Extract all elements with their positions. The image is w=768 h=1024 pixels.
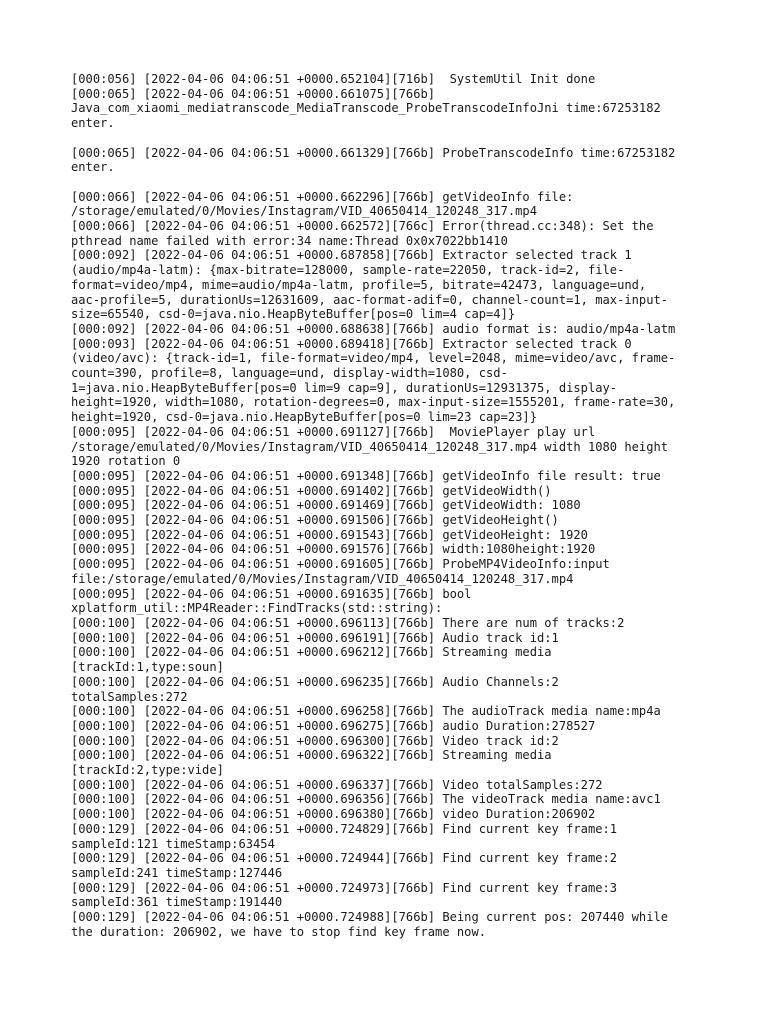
log-line: [000:066] [2022-04-06 04:06:51 +0000.662572][766c] Error(thread.cc:348): Set the: [71, 219, 654, 233]
log-line: xplatform_util::MP4Reader::FindTracks(std::string):: [71, 601, 443, 616]
log-line: [000:100] [2022-04-06 04:06:51 +0000.696235][766b] Audio Channels:2: [71, 674, 559, 689]
log-line: totalSamples:272: [71, 689, 188, 704]
log-line: [000:095] [2022-04-06 04:06:51 +0000.691605][766b] ProbeMP4VideoInfo:input: [71, 557, 610, 572]
log-line: [000:095] [2022-04-06 04:06:51 +0000.691469][766b] getVideoWidth: 1080: [71, 498, 581, 513]
log-line: sampleId:361 timeStamp:191440: [71, 895, 283, 910]
log-line: [000:095] [2022-04-06 04:06:51 +0000.691127][766b] MoviePlayer play url: [71, 424, 596, 439]
log-line: [000:100] [2022-04-06 04:06:51 +0000.696300][766b] Video track id:2: [71, 733, 559, 748]
log-line: height=1920, width=1080, rotation-degrees=0, max-input-size=1555201, frame-rate=30,: [71, 395, 676, 410]
log-text: [71, 72, 711, 939]
log-line: file:/storage/emulated/0/Movies/Instagram/VID_40650414_120248_317.mp4: [71, 571, 574, 586]
log-line: [000:095] [2022-04-06 04:06:51 +0000.691348][766b] getVideoInfo file result: true: [71, 468, 661, 483]
log-line: aac-profile=5, durationUs=12631609, aac-format-adif=0, channel-count=1, max-input-: [71, 292, 669, 307]
log-line: [000:100] [2022-04-06 04:06:51 +0000.696380][766b] video Duration:206902: [71, 807, 596, 822]
log-line: count=390, profile=8, language=und, display-width=1080, csd-: [71, 366, 508, 381]
log-line: [000:056] [2022-04-06 04:06:51 +0000.652104][716b] SystemUtil Init done: [71, 72, 596, 86]
log-line: /storage/emulated/0/Movies/Instagram/VID_40650414_120248_317.mp4 width 1080 height: [71, 439, 669, 454]
log-line: [000:095] [2022-04-06 04:06:51 +0000.691402][766b] getVideoWidth(): [71, 483, 552, 498]
log-line: [000:066] [2022-04-06 04:06:51 +0000.662296][766b] getVideoInfo file:: [71, 189, 574, 204]
log-line: [000:100] [2022-04-06 04:06:51 +0000.696337][766b] Video totalSamples:272: [71, 777, 603, 792]
log-line: [000:129] [2022-04-06 04:06:51 +0000.724829][766b] Find current key frame:1: [71, 821, 618, 836]
log-line: /storage/emulated/0/Movies/Instagram/VID_40650414_120248_317.mp4: [71, 204, 537, 219]
log-line: [000:100] [2022-04-06 04:06:51 +0000.696322][766b] Streaming media: [71, 748, 552, 763]
log-line: [000:100] [2022-04-06 04:06:51 +0000.696191][766b] Audio track id:1: [71, 630, 559, 645]
log-line: size=65540, csd-0=java.nio.HeapByteBuffer[pos=0 lim=4 cap=4]}: [71, 307, 516, 322]
log-line: [000:092] [2022-04-06 04:06:51 +0000.687858][766b] Extractor selected track 1: [71, 248, 632, 263]
log-line: [000:129] [2022-04-06 04:06:51 +0000.724973][766b] Find current key frame:3: [71, 880, 618, 895]
log-line: format=video/mp4, mime=audio/mp4a-latm, profile=5, bitrate=42473, language=und,: [71, 277, 647, 292]
log-block: [71, 190, 711, 940]
log-line: enter.: [71, 160, 115, 175]
log-line: [000:095] [2022-04-06 04:06:51 +0000.691576][766b] width:1080height:1920: [71, 542, 596, 557]
log-line: [000:129] [2022-04-06 04:06:51 +0000.724944][766b] Find current key frame:2: [71, 851, 618, 866]
log-line: [000:100] [2022-04-06 04:06:51 +0000.696275][766b] audio Duration:278527: [71, 718, 596, 733]
log-line: enter.: [71, 116, 115, 131]
log-line: sampleId:241 timeStamp:127446: [71, 865, 283, 880]
log-line: [000:100] [2022-04-06 04:06:51 +0000.696212][766b] Streaming media: [71, 645, 552, 660]
log-line: [000:100] [2022-04-06 04:06:51 +0000.696356][766b] The videoTrack media name:avc1: [71, 792, 661, 807]
log-line: (audio/mp4a-latm): {max-bitrate=128000, sample-rate=22050, track-id=2, file-: [71, 263, 625, 278]
log-document: [71, 72, 711, 954]
log-line: [000:065] [2022-04-06 04:06:51 +0000.661329][766b] ProbeTranscodeInfo time:67253182: [71, 145, 676, 160]
log-line: sampleId:121 timeStamp:63454: [71, 836, 275, 851]
log-line: [trackId:2,type:vide]: [71, 763, 224, 778]
log-line: [000:093] [2022-04-06 04:06:51 +0000.689418][766b] Extractor selected track 0: [71, 336, 632, 351]
log-line: [000:095] [2022-04-06 04:06:51 +0000.691506][766b] getVideoHeight(): [71, 513, 559, 528]
log-line: [000:100] [2022-04-06 04:06:51 +0000.696258][766b] The audioTrack media name:mp4a: [71, 704, 661, 719]
log-line: [000:095] [2022-04-06 04:06:51 +0000.691543][766b] getVideoHeight: 1920: [71, 527, 588, 542]
log-line: 1920 rotation 0: [71, 454, 181, 469]
log-block: [71, 72, 711, 131]
log-line: [000:100] [2022-04-06 04:06:51 +0000.696113][766b] There are num of tracks:2: [71, 615, 625, 630]
log-line: pthread name failed with error:34 name:Thread 0x0x7022bb1410: [71, 233, 508, 248]
log-line: (video/avc): {track-id=1, file-format=video/mp4, level=2048, mime=video/avc, frame-: [71, 351, 676, 366]
log-line: height=1920, csd-0=java.nio.HeapByteBuffer[pos=0 lim=23 cap=23]}: [71, 410, 537, 425]
log-block: [71, 146, 711, 175]
log-line: [000:065] [2022-04-06 04:06:51 +0000.661075][766b]: [71, 86, 436, 101]
log-line: [000:129] [2022-04-06 04:06:51 +0000.724988][766b] Being current pos: 207440 while: [71, 910, 669, 925]
log-line: [trackId:1,type:soun]: [71, 660, 224, 675]
log-line: [000:092] [2022-04-06 04:06:51 +0000.688638][766b] audio format is: audio/mp4a-latm: [71, 321, 676, 336]
log-line: 1=java.nio.HeapByteBuffer[pos=0 lim=9 cap=9], durationUs=12931375, display-: [71, 380, 618, 395]
log-line: Java_com_xiaomi_mediatranscode_MediaTranscode_ProbeTranscodeInfoJni time:67253182: [71, 101, 661, 116]
log-line: [000:095] [2022-04-06 04:06:51 +0000.691635][766b] bool: [71, 586, 472, 601]
log-line: the duration: 206902, we have to stop find key frame now.: [71, 924, 487, 939]
